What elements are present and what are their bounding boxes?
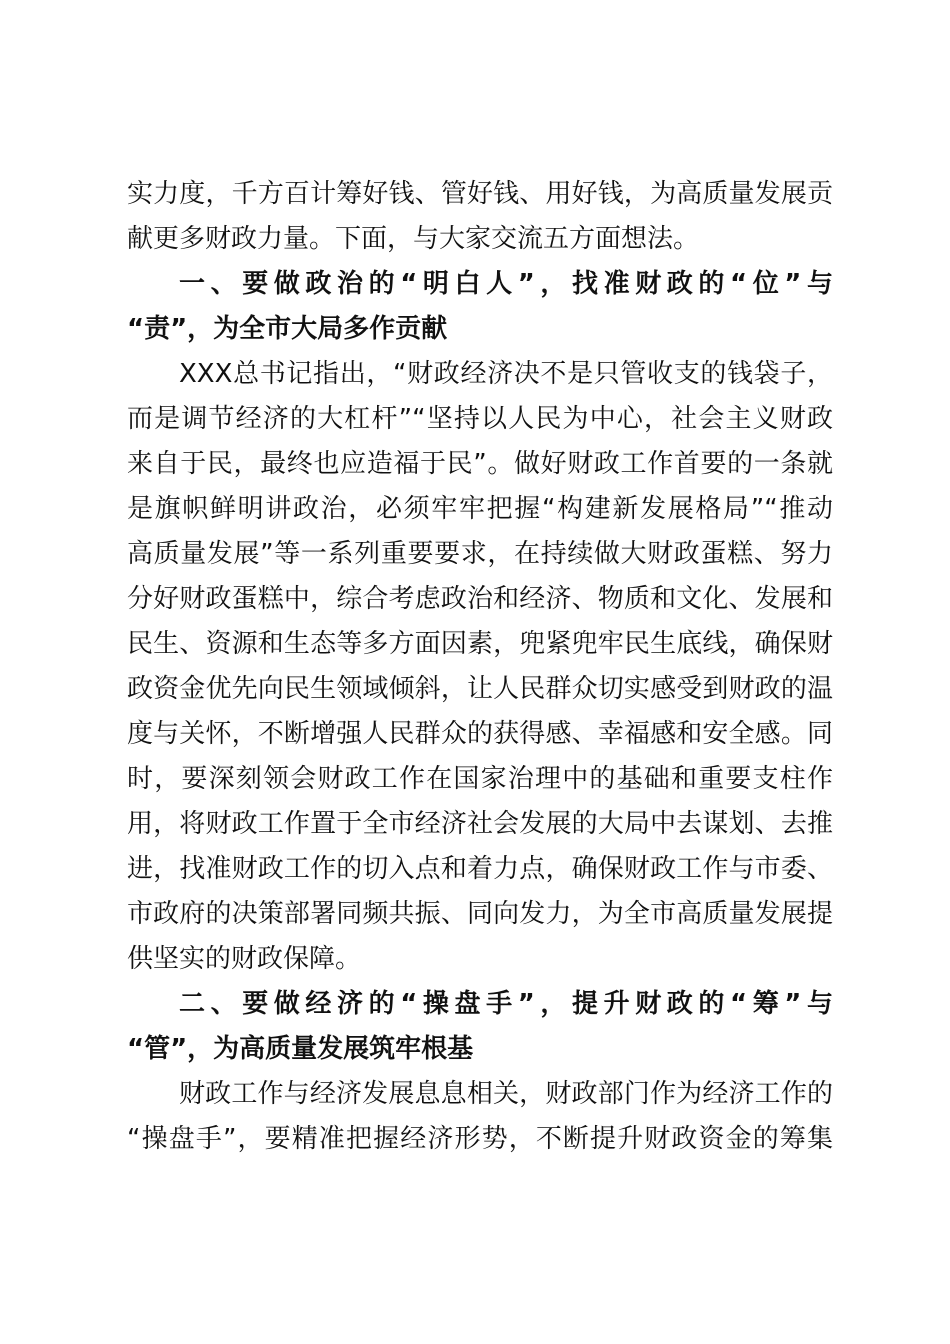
body-line: 而是调节经济的大杠杆”“坚持以人民为中心，社会主义财政 bbox=[127, 404, 833, 434]
section-heading-2: 二、要做经济的“操盘手”，提升财政的“筹”与 bbox=[179, 989, 833, 1019]
body-line: 来自于民，最终也应造福于民”。做好财政工作首要的一条就 bbox=[127, 449, 833, 479]
body-line: 用，将财政工作置于全市经济社会发展的大局中去谋划、去推 bbox=[127, 809, 833, 839]
body-line: 供坚实的财政保障。 bbox=[127, 944, 362, 974]
body-line: 时，要深刻领会财政工作在国家治理中的基础和重要支柱作 bbox=[127, 764, 833, 794]
section-heading-2-cont: “管”，为高质量发展筑牢根基 bbox=[127, 1034, 474, 1064]
body-line: “操盘手”，要精准把握经济形势，不断提升财政资金的筹集 bbox=[127, 1124, 833, 1154]
body-line: 高质量发展”等一系列重要要求，在持续做大财政蛋糕、努力 bbox=[127, 539, 833, 569]
section-heading-1-cont: “责”，为全市大局多作贡献 bbox=[127, 314, 448, 344]
body-line: XXX总书记指出，“财政经济决不是只管收支的钱袋子， bbox=[179, 359, 833, 389]
body-line: 进，找准财政工作的切入点和着力点，确保财政工作与市委、 bbox=[127, 854, 833, 884]
body-line: 献更多财政力量。下面，与大家交流五方面想法。 bbox=[127, 224, 700, 254]
section-heading-1: 一、要做政治的“明白人”，找准财政的“位”与 bbox=[179, 269, 833, 299]
body-line: 度与关怀，不断增强人民群众的获得感、幸福感和安全感。同 bbox=[127, 719, 833, 749]
body-line: 政资金优先向民生领域倾斜，让人民群众切实感受到财政的温 bbox=[127, 674, 833, 704]
body-line: 市政府的决策部署同频共振、同向发力，为全市高质量发展提 bbox=[127, 899, 833, 929]
body-line: 财政工作与经济发展息息相关，财政部门作为经济工作的 bbox=[179, 1079, 833, 1109]
body-line: 分好财政蛋糕中，综合考虑政治和经济、物质和文化、发展和 bbox=[127, 584, 833, 614]
body-line: 民生、资源和生态等多方面因素，兜紧兜牢民生底线，确保财 bbox=[127, 629, 833, 659]
body-line: 实力度，千方百计筹好钱、管好钱、用好钱，为高质量发展贡 bbox=[127, 179, 833, 209]
body-line: 是旗帜鲜明讲政治，必须牢牢把握“构建新发展格局”“推动 bbox=[127, 494, 833, 524]
